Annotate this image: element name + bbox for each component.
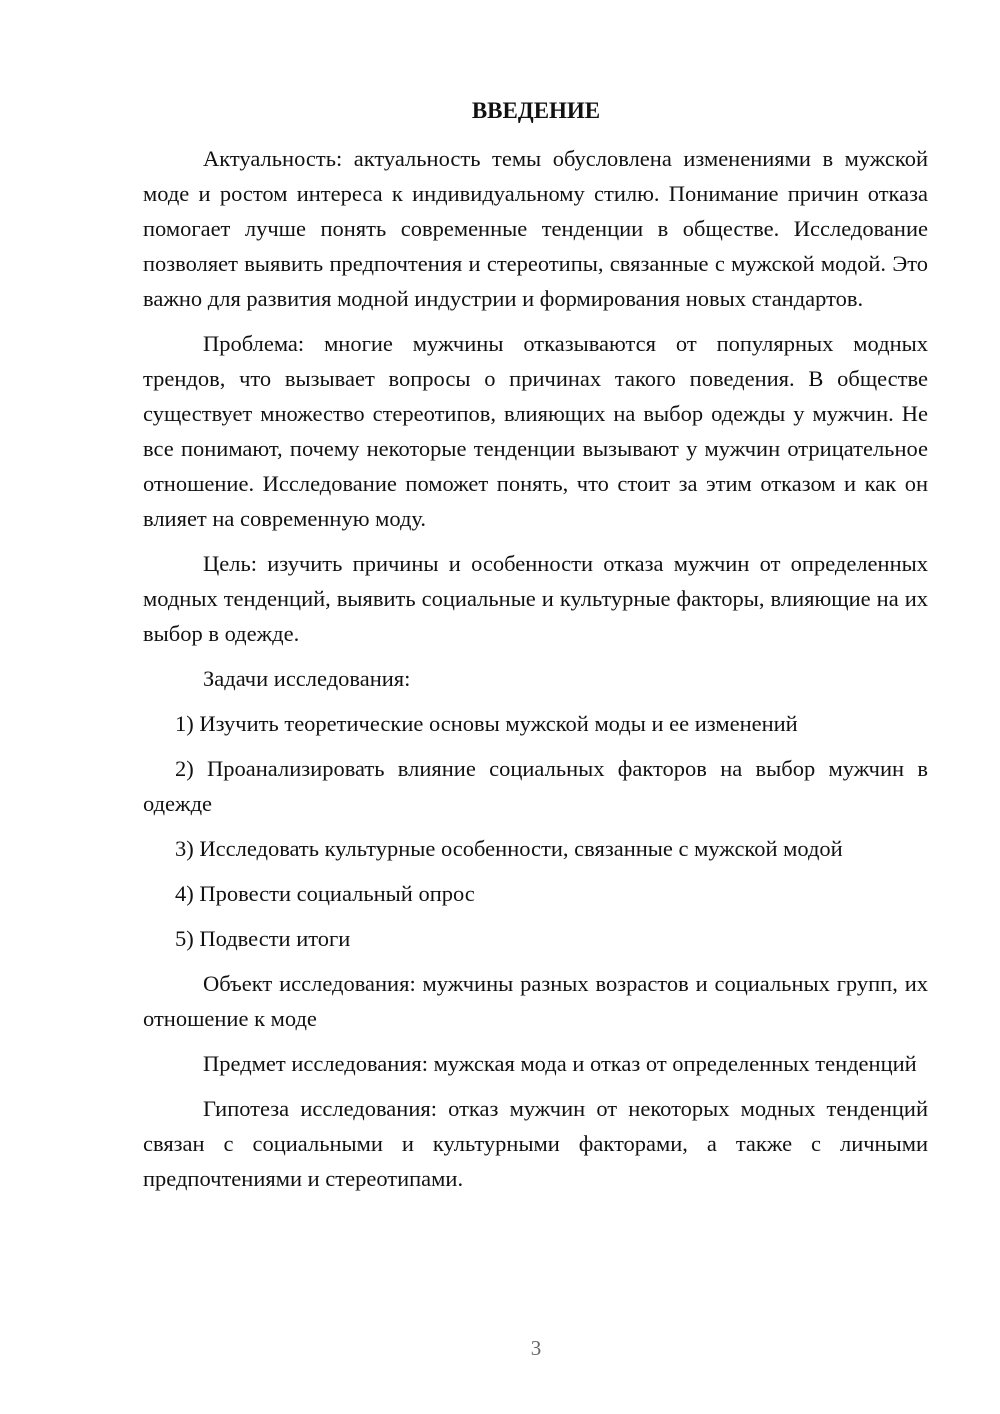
paragraph-hypothesis: Гипотеза исследования: отказ мужчин от некоторых модных тенденций связан с социальными и культурными факторами, а также с личными предпочтениями и стереотипами. bbox=[143, 1096, 928, 1191]
page-title: ВВЕДЕНИЕ bbox=[471, 98, 601, 123]
task-item-5: 5) Подвести итоги bbox=[175, 926, 351, 951]
paragraph-subject: Предмет исследования: мужская мода и отказ от определенных тенденций bbox=[203, 1051, 917, 1076]
paragraph-object: Объект исследования: мужчины разных возрастов и социальных групп, их отношение к моде bbox=[143, 971, 928, 1031]
document-body bbox=[143, 141, 928, 1206]
tasks-heading: Задачи исследования: bbox=[203, 666, 411, 691]
page-number: 3 bbox=[530, 1336, 542, 1360]
task-item-1: 1) Изучить теоретические основы мужской моды и ее изменений bbox=[175, 711, 798, 736]
task-item-2: 2) Проанализировать влияние социальных факторов на выбор мужчин в одежде bbox=[143, 756, 928, 816]
paragraph-goal: Цель: изучить причины и особенности отказа мужчин от определенных модных тенденций, выявить социальные и культурные факторы, влияющие на их выбор в одежде. bbox=[143, 551, 928, 646]
task-item-3: 3) Исследовать культурные особенности, связанные с мужской модой bbox=[175, 836, 843, 861]
paragraph-problem: Проблема: многие мужчины отказываются от популярных модных трендов, что вызывает вопросы о причинах такого поведения. В обществе существует множество стереотипов, влияющих на выбор одежды у мужчин. Не все понимают, почему некоторые тенденции вызывают у мужчин отрицательное отношение. Исследование поможет понять, что стоит за этим отказом и как он влияет на современную моду. bbox=[143, 331, 928, 531]
paragraph-relevance: Актуальность: актуальность темы обусловлена изменениями в мужской моде и ростом интереса к индивидуальному стилю. Понимание причин отказа помогает лучше понять современные тенденции в обществе. Исследование позволяет выявить предпочтения и стереотипы, связанные с мужской модой. Это важно для развития модной индустрии и формирования новых стандартов. bbox=[143, 146, 928, 311]
task-item-4: 4) Провести социальный опрос bbox=[175, 881, 475, 906]
